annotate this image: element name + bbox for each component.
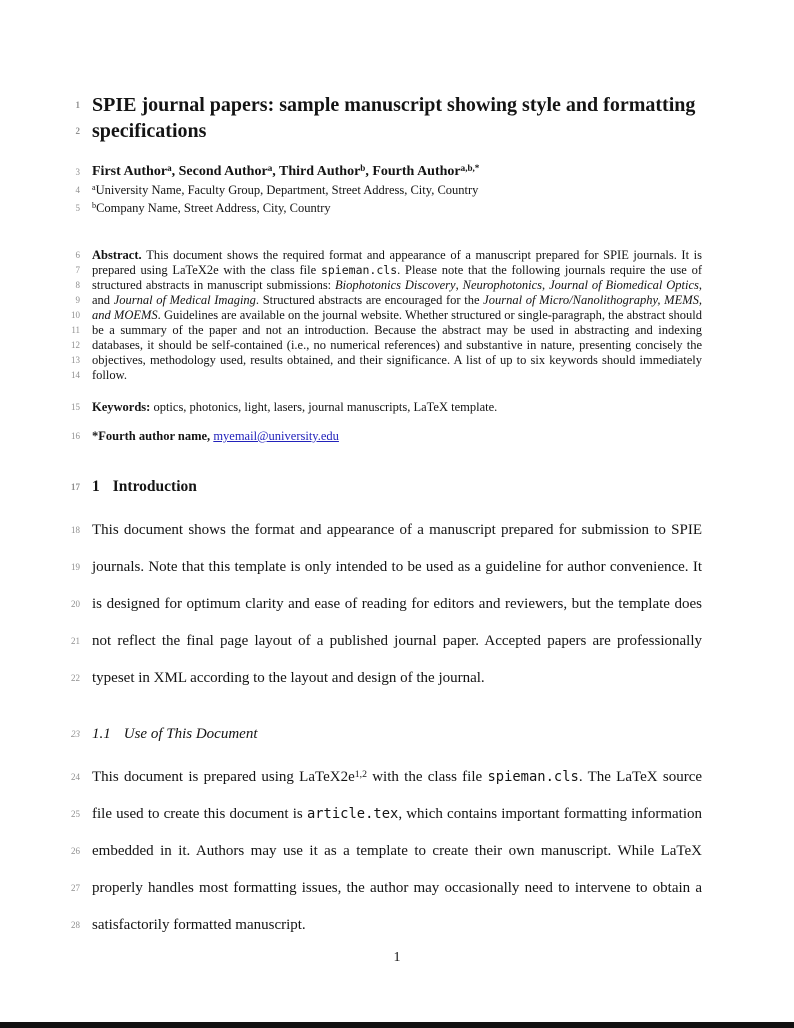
line-number: 22 [71, 673, 80, 683]
text-segment: a,b,* [460, 162, 480, 173]
text-segment: Biophotonics Discovery [335, 278, 456, 292]
line-number: 3 [75, 167, 80, 177]
text-segment: Keywords: [92, 400, 151, 414]
keywords-line [92, 399, 702, 415]
title-block [75, 92, 702, 144]
affiliation-a [92, 181, 702, 199]
line-number: 19 [71, 562, 80, 572]
footnote-block [71, 428, 702, 444]
line-number: 24 [71, 772, 80, 782]
text-segment: a [167, 162, 172, 173]
section-heading-introduction-block [71, 477, 702, 497]
line-number: 23 [71, 729, 80, 739]
line-number-gutter [30, 92, 80, 144]
footnote-text: *Fourth author name, [92, 429, 214, 443]
line-number: 27 [71, 883, 80, 893]
manuscript-content [71, 92, 703, 944]
line-number-gutter [30, 399, 80, 415]
affiliation-b [92, 199, 702, 217]
intro-paragraph-block [71, 512, 702, 697]
use-paragraph-block [71, 759, 703, 944]
line-number: 5 [75, 203, 80, 213]
email-link[interactable]: myemail@university.edu [213, 429, 339, 443]
page-number: 1 [393, 950, 401, 965]
window-bottom-edge [0, 1022, 794, 1028]
text-segment: , Second Author [171, 164, 268, 179]
subsection-number: 1.1 [92, 726, 111, 742]
line-number: 1 [75, 100, 80, 110]
line-number: 9 [75, 295, 80, 305]
text-segment: Journal of Biomedical Optics [549, 278, 699, 292]
text-segment: b [360, 162, 366, 173]
abstract-block [71, 248, 703, 383]
text-segment: , [455, 278, 463, 292]
section-number: 1 [92, 478, 100, 495]
authors-group [92, 163, 702, 217]
text-segment: . Structured abstracts are encouraged for the [255, 293, 484, 307]
authors-block [75, 162, 702, 217]
text-segment: . Please note that the following journals require the use of structured abstracts in manuscript submissions: [92, 263, 703, 292]
line-number: 28 [71, 920, 80, 930]
text-segment: optics, photonics, light, lasers, journal manuscripts, LaTeX template. [150, 400, 498, 414]
line-number: 26 [71, 846, 80, 856]
line-number: 2 [75, 126, 80, 136]
paper-title: SPIE journal papers: sample manuscript showing style and formatting specifications [92, 94, 696, 142]
subsection-heading-use-of-this-document [92, 724, 702, 744]
text-segment: Company Name, Street Address, City, Country [96, 201, 331, 215]
line-number: 15 [71, 402, 80, 412]
text-segment: with the class file [366, 769, 488, 785]
text-segment: Abstract. [92, 248, 147, 262]
line-number: 10 [71, 310, 80, 320]
line-number: 20 [71, 599, 80, 609]
line-number: 12 [71, 340, 80, 350]
author-list [92, 163, 702, 181]
text-segment: a [92, 183, 96, 193]
text-segment: article.tex [306, 806, 399, 822]
text-segment: , Fourth Author [365, 164, 461, 179]
line-number: 8 [75, 280, 80, 290]
text-segment: a [267, 162, 273, 173]
text-segment: Journal of Micro/Nanolithography, MEMS, and MOEMS [92, 293, 702, 322]
section-heading-introduction [92, 477, 702, 497]
keywords-block [71, 399, 702, 415]
text-segment: b [92, 201, 97, 211]
abstract-paragraph [92, 248, 702, 383]
subsection-label: Use of This Document [123, 726, 258, 742]
line-number-gutter [30, 248, 80, 383]
text-segment: spieman.cls [320, 263, 398, 277]
line-number-gutter [30, 724, 80, 744]
text-segment: spieman.cls [487, 769, 579, 785]
line-number: 17 [71, 482, 80, 492]
line-number: 21 [71, 636, 80, 646]
text-segment: University Name, Faculty Group, Department, Street Address, City, Country [95, 183, 479, 197]
text-segment: This document is prepared using LaTeX2e [92, 769, 355, 785]
text-segment: Neurophotonics [462, 278, 543, 292]
line-number: 7 [75, 265, 80, 275]
text-segment: , and [92, 278, 703, 307]
subsection-heading-block [71, 724, 702, 744]
line-number: 4 [75, 185, 80, 195]
text-segment: . The LaTeX source file used to create this document is [92, 769, 703, 822]
text-segment: , which contains important formatting information embedded in it. Authors may use it as a template to create their own manuscript. While LaTeX properly handles most formatting issues, the author may occasionally need to intervene to obtain a satisfactorily formatted manuscript. [92, 806, 702, 933]
author-footnote [92, 428, 702, 444]
text-segment: , Third Author [272, 164, 361, 179]
line-number-gutter [30, 477, 80, 497]
line-number: 14 [71, 370, 80, 380]
text-segment: . Guidelines are available on the journal website. Whether structured or single-paragraph, the abstract should be a summary of the paper and not an introduction. Because the abstract may be used in abstracting and indexing databases, it should be self-contained (i.e., no numerical references) and substantive in nature, presenting concisely the objectives, methodology used, results obtained, and their significance. A list of up to six keywords should immediately follow. [92, 308, 702, 382]
line-number-gutter [30, 163, 80, 217]
text-segment: First Author [92, 164, 168, 179]
text-segment: Journal of Medical Imaging [113, 293, 256, 307]
text-segment: 1,2 [354, 768, 367, 780]
line-number: 16 [71, 431, 80, 441]
line-number: 11 [71, 325, 80, 335]
text-segment: This document shows the required format and appearance of a manuscript prepared for SPIE journals. It is prepared using LaTeX2e with the class file [92, 248, 703, 277]
intro-paragraph: This document shows the format and appearance of a manuscript prepared for submission to SPIE journals. Note that this template is only intended to be used as a guideline for author convenience. It is designed for optimum clarity and ease of reading for editors and reviewers, but the template does not reflect the final page layout of a published journal paper. Accepted papers are professionally typeset in XML according to the layout and design of the journal. [92, 522, 702, 686]
text-segment: , [542, 278, 550, 292]
section-label: Introduction [112, 478, 197, 495]
line-number-gutter [30, 512, 80, 697]
use-paragraph [92, 759, 702, 944]
line-number: 13 [71, 355, 80, 365]
line-number-gutter [30, 428, 80, 444]
line-number: 6 [75, 250, 80, 260]
line-number: 18 [71, 525, 80, 535]
line-number: 25 [71, 809, 80, 819]
line-number-gutter [30, 759, 80, 944]
